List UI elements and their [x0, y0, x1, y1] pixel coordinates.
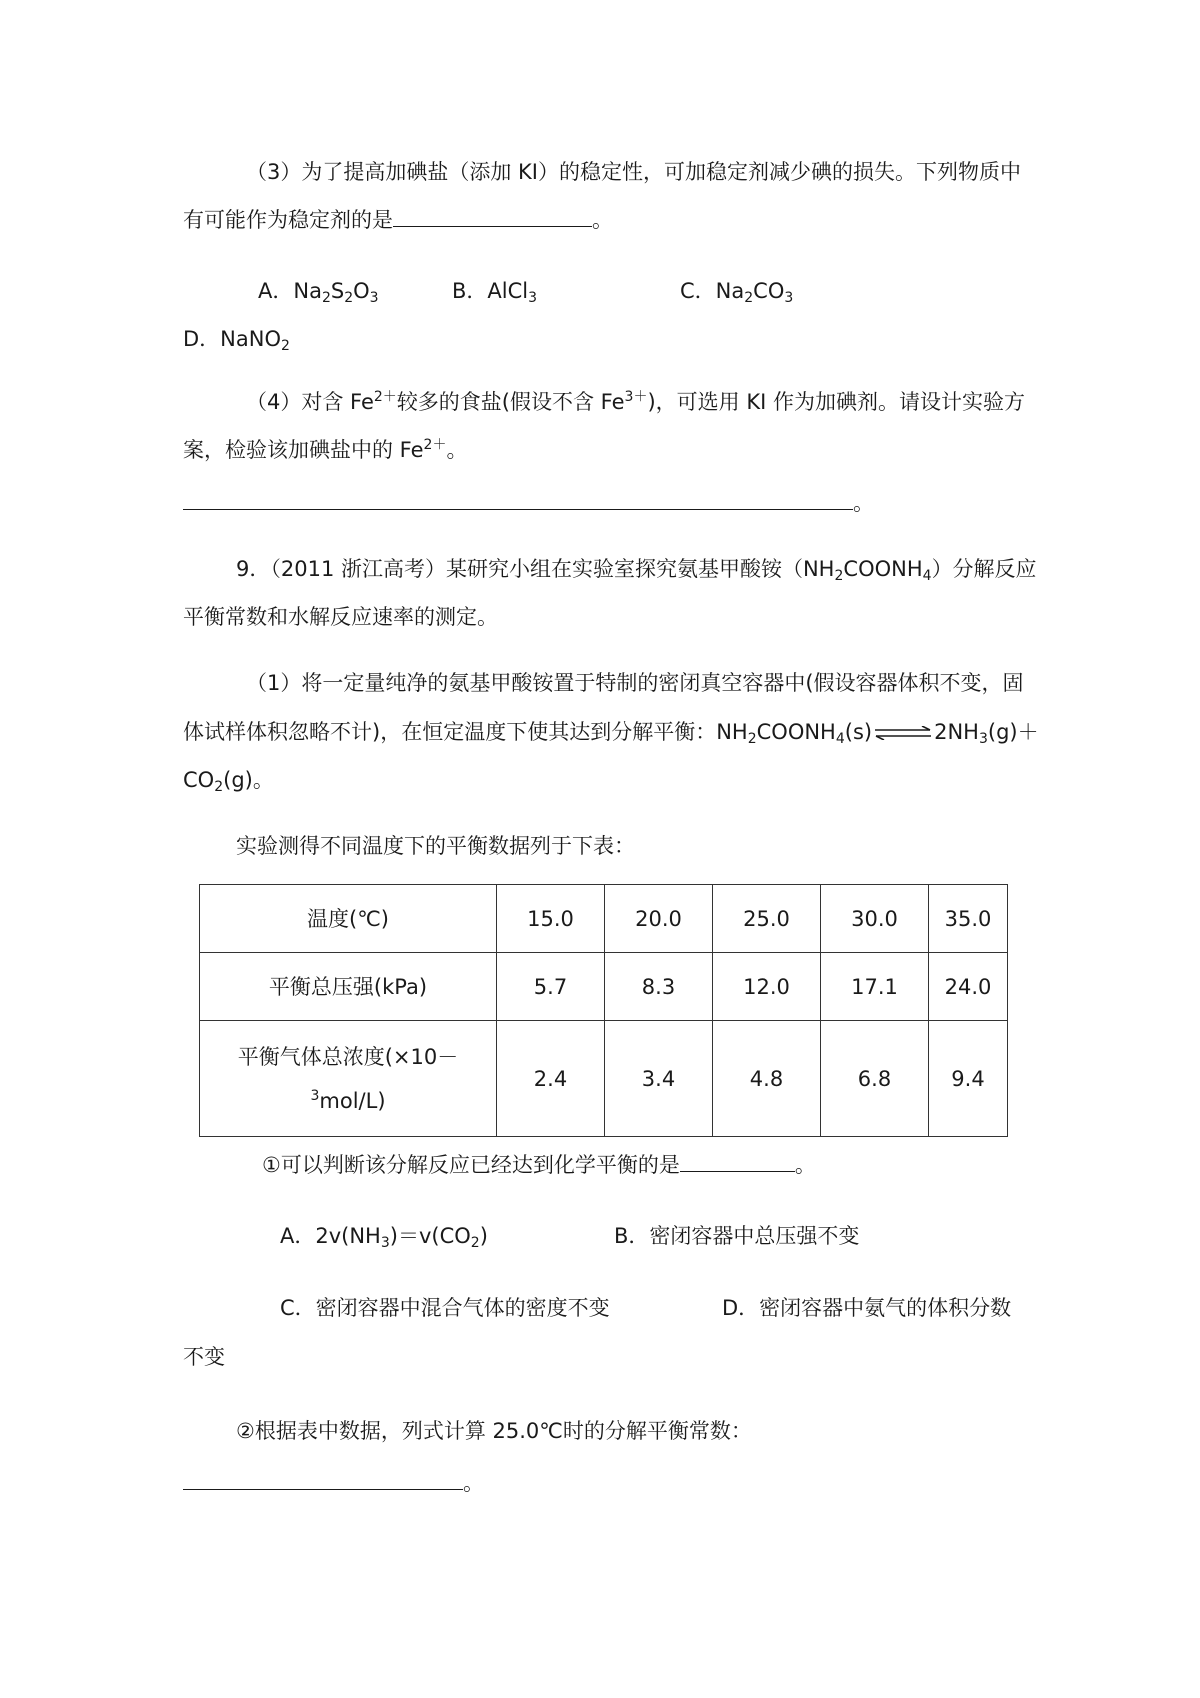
q3-line2: [183, 205, 613, 235]
q9-part1-line3: $CO_2(g)$。: [183, 768, 274, 795]
q4-answer-line: [183, 488, 874, 518]
sub2-stem: ②根据表中数据，列式计算 25.0℃时的分解平衡常数：: [236, 1419, 752, 1443]
concentration-cell: 4.8: [713, 1021, 821, 1137]
temperature-cell: 20.0: [605, 885, 713, 953]
row-label-concentration: 平衡气体总浓度(×10－ $^3$mol/L): [200, 1021, 497, 1137]
q3-stem: 有可能作为稳定剂的是: [183, 208, 393, 232]
table-intro: 实验测得不同温度下的平衡数据列于下表：: [236, 834, 635, 858]
q3-option-a[interactable]: A．$Na_2S_2O_3$: [258, 279, 379, 306]
concentration-cell: 2.4: [497, 1021, 605, 1137]
q4-period: 。: [853, 491, 874, 515]
concentration-cell: 9.4: [929, 1021, 1008, 1137]
pressure-cell: 12.0: [713, 953, 821, 1021]
sub2-answer-blank[interactable]: [183, 1469, 463, 1490]
q3-answer-blank[interactable]: [393, 206, 592, 227]
sub1-option-d-cont: 不变: [183, 1345, 225, 1369]
q4-answer-blank[interactable]: [183, 489, 853, 510]
row-label-temperature: 温度(℃): [200, 885, 497, 953]
sub1-option-c[interactable]: C．密闭容器中混合气体的密度不变: [280, 1296, 610, 1320]
table-row-temperature: [200, 885, 1008, 953]
equilibrium-arrow-icon: [873, 726, 933, 740]
concentration-cell: 6.8: [821, 1021, 929, 1137]
q9-line2: 平衡常数和水解反应速率的测定。: [183, 605, 498, 629]
concentration-cell: 3.4: [605, 1021, 713, 1137]
sub1-stem: ①可以判断该分解反应已经达到化学平衡的是 。: [262, 1153, 816, 1177]
pressure-cell: 24.0: [929, 953, 1008, 1021]
q9-line1: 9．（2011 浙江高考）某研究小组在实验室探究氨基甲酸铵$(NH_2COONH_4)$分解反应: [236, 557, 1037, 584]
q3-option-b[interactable]: B．AlCl$_3$: [452, 279, 538, 306]
sub1-option-a[interactable]: A．$2v(NH_3)=v(CO_2)$: [280, 1224, 488, 1251]
table-row-pressure: [200, 953, 1008, 1021]
q3-line1: （3）为了提高加碘盐（添加 KI）的稳定性，可加稳定剂减少碘的损失。下列物质中: [246, 160, 1021, 184]
q3-option-d[interactable]: D．NaNO$_2$: [183, 327, 290, 354]
q9-part1-line2: 体试样体积忽略不计)，在恒定温度下使其达到分解平衡：$NH_2COONH_4(s)$ $2NH_3(g)+$: [183, 720, 1039, 747]
pressure-cell: 5.7: [497, 953, 605, 1021]
q4-line2: 案，检验该加碘盐中的 $Fe^{2+}$。: [183, 437, 468, 462]
temperature-cell: 35.0: [929, 885, 1008, 953]
pressure-cell: 17.1: [821, 953, 929, 1021]
pressure-cell: 8.3: [605, 953, 713, 1021]
temperature-cell: 25.0: [713, 885, 821, 953]
table-row-concentration: [200, 1021, 1008, 1137]
q4-line1: （4）对含 $Fe^{2+}$较多的食盐(假设不含 $Fe^{3+}$)，可选用 KI 作为加碘剂。请设计实验方: [246, 389, 1025, 414]
sub2-answer-line: 。: [183, 1468, 484, 1498]
temperature-cell: 15.0: [497, 885, 605, 953]
row-label-pressure: 平衡总压强(kPa): [200, 953, 497, 1021]
q3-option-c[interactable]: C．$Na_2CO_3$: [680, 279, 794, 306]
sub1-option-b[interactable]: B．密闭容器中总压强不变: [614, 1224, 860, 1248]
equilibrium-data-table: [199, 884, 1008, 1137]
sub1-answer-blank[interactable]: [680, 1151, 795, 1172]
sub1-option-d[interactable]: D．密闭容器中氨气的体积分数: [722, 1296, 1012, 1320]
q3-period: 。: [592, 208, 613, 232]
q9-part1-line1: （1）将一定量纯净的氨基甲酸铵置于特制的密闭真空容器中(假设容器体积不变，固: [246, 671, 1024, 695]
temperature-cell: 30.0: [821, 885, 929, 953]
